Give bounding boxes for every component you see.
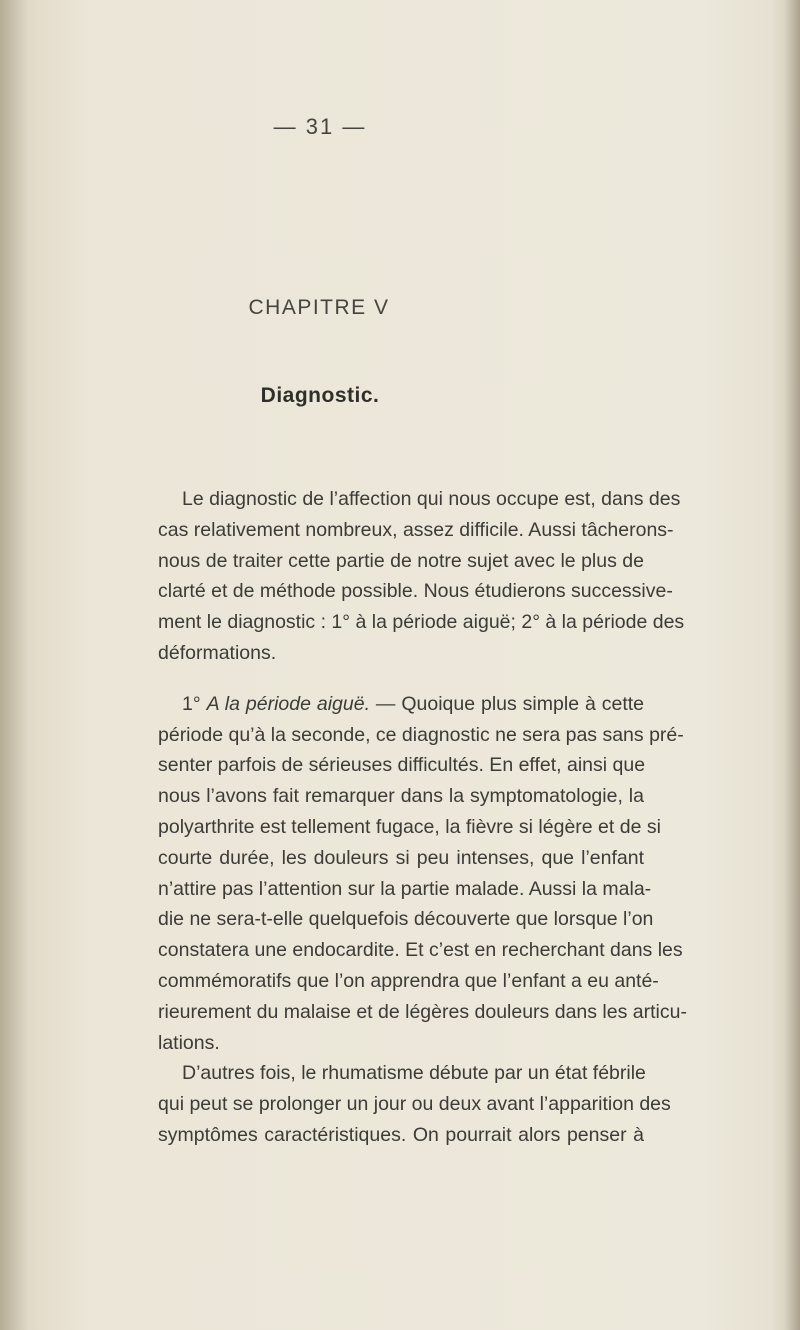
paragraph-2-line: die ne sera-t-elle quelquefois découverte que lorsque l’on (158, 908, 654, 931)
paragraph-2-line: senter parfois de sérieuses difficultés. En effet, ainsi que (158, 754, 646, 777)
paragraph-2-line: lations. (158, 1031, 220, 1054)
paragraph-2-line: période qu’à la seconde, ce diagnostic ne sera pas sans pré- (158, 723, 684, 746)
paragraph-3-line: symptômes caractéristiques. On pourrait alors penser à (158, 1123, 644, 1146)
paragraph-3-line: D’autres fois, le rhumatisme débute par un état fébrile (182, 1062, 646, 1085)
paragraph-1-line: cas relativement nombreux, assez difficile. Aussi tâcherons- (158, 518, 674, 541)
paragraph-2-line: constatera une endocardite. Et c’est en recherchant dans les (158, 939, 683, 962)
paragraph-2-line: courte durée, les douleurs si peu intenses, que l’enfant (158, 846, 644, 869)
body-text (158, 484, 687, 1151)
page-number: — 31 — (273, 114, 367, 139)
paragraph-2-line: commémoratifs que l’on apprendra que l’enfant a eu anté- (158, 969, 659, 992)
paragraph-1-line: ment le diagnostic : 1° à la période aiguë; 2° à la période des (158, 611, 685, 634)
paragraph-1-line: déformations. (158, 641, 277, 664)
page-shadow-right (784, 0, 800, 1330)
paragraph-2-first-rest: — Quoique plus simple à cette (370, 692, 645, 715)
paragraph-3-line: qui peut se prolonger un jour ou deux avant l’apparition des (158, 1093, 671, 1116)
page-shadow-left (0, 0, 28, 1330)
paragraph-1-line: Le diagnostic de l’affection qui nous occupe est, dans des (182, 488, 681, 510)
paragraph-gap (158, 669, 644, 689)
section-title: Diagnostic. (260, 384, 380, 407)
paragraph-2-line: polyarthrite est tellement fugace, la fièvre si légère et de si (158, 815, 661, 838)
paragraph-2-heading: A la période aiguë. (206, 692, 370, 715)
chapter-label: CHAPITRE V (248, 296, 390, 319)
paragraph-1-line: clarté et de méthode possible. Nous étudierons successive- (158, 580, 673, 603)
paragraph-2-line: rieurement du malaise et de légères douleurs dans les articu- (158, 1000, 687, 1023)
paragraph-2-first-line (158, 689, 644, 720)
paragraph-1-line: nous de traiter cette partie de notre sujet avec le plus de (158, 549, 644, 572)
paragraph-2-line: nous l’avons fait remarquer dans la symptomatologie, la (158, 785, 644, 808)
paragraph-2-number: 1° (182, 692, 207, 715)
paragraph-2-line: n’attire pas l’attention sur la partie malade. Aussi la mala- (158, 877, 652, 900)
